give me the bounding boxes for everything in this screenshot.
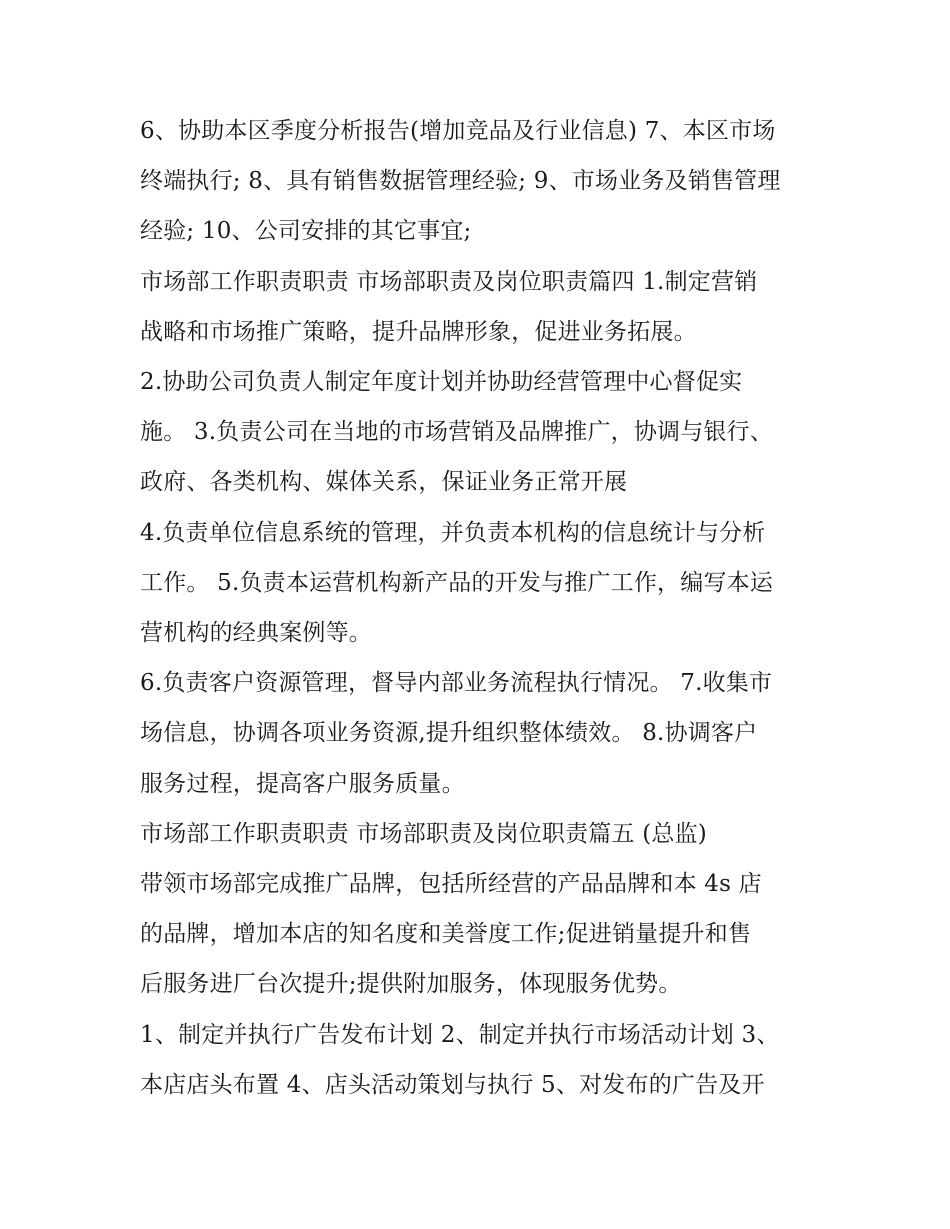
text-line: 工作。 5.负责本运营机构新产品的开发与推广工作，编写本运 <box>140 570 774 596</box>
section-heading-5: 市场部工作职责职责 市场部职责及岗位职责篇五 (总监) <box>140 821 707 847</box>
section-heading-4: 市场部工作职责职责 市场部职责及岗位职责篇四 1.制定营销 <box>140 269 758 295</box>
text-line: 服务过程，提高客户服务质量。 <box>140 771 465 797</box>
text-line: 场信息，协调各项业务资源,提升组织整体绩效。 8.协调客户 <box>140 720 758 746</box>
text-line: 施。 3.负责公司在当地的市场营销及品牌推广，协调与银行、 <box>140 419 774 445</box>
text-line: 战略和市场推广策略，提升品牌形象，促进业务拓展。 <box>140 319 697 345</box>
text-line: 6、协助本区季度分析报告(增加竞品及行业信息) 7、本区市场 <box>140 118 776 144</box>
text-line: 6.负责客户资源管理，督导内部业务流程执行情况。 7.收集市 <box>140 670 773 696</box>
text-line: 政府、各类机构、媒体关系，保证业务正常开展 <box>140 469 628 495</box>
text-line: 的品牌，增加本店的知名度和美誉度工作;促进销量提升和售 <box>140 921 752 947</box>
text-line: 4.负责单位信息系统的管理，并负责本机构的信息统计与分析 <box>140 520 766 546</box>
text-line: 营机构的经典案例等。 <box>140 620 372 646</box>
text-line: 后服务进厂台次提升;提供附加服务，体现服务优势。 <box>140 971 682 997</box>
text-line: 2.协助公司负责人制定年度计划并协助经营管理中心督促实 <box>140 369 743 395</box>
text-line: 终端执行; 8、具有销售数据管理经验; 9、市场业务及销售管理 <box>140 168 781 194</box>
text-line: 1、制定并执行广告发布计划 2、制定并执行市场活动计划 3、 <box>140 1022 780 1048</box>
text-line: 经验; 10、公司安排的其它事宜; <box>140 218 472 244</box>
text-line: 带领市场部完成推广品牌，包括所经营的产品品牌和本 4s 店 <box>140 871 762 897</box>
text-line: 本店店头布置 4、店头活动策划与执行 5、对发布的广告及开 <box>140 1072 765 1098</box>
